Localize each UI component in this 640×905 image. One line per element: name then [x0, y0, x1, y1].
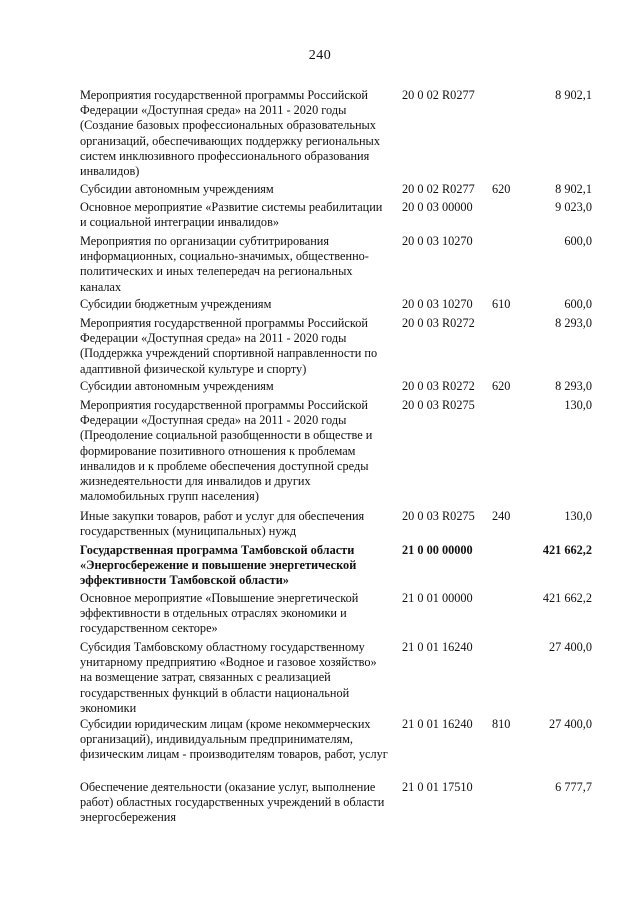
row-code: 20 0 02 R0277 — [402, 88, 475, 102]
row-amount: 9 023,0 — [555, 200, 592, 214]
row-description: Субсидии автономным учреждениям — [80, 182, 274, 196]
row-amount: 600,0 — [564, 234, 592, 248]
row-description: Мероприятия государственной программы Российской Федерации «Доступная среда» на 2011 - 2020 годы (Создание базовых профессиональных образовательных организаций, обеспечивающих поддержку региональных систем инклюзивного профессионального образования инвалидов) — [80, 88, 380, 179]
row-expense-type: 620 — [492, 379, 511, 393]
row-code: 20 0 03 R0272 — [402, 379, 475, 393]
row-description: Иные закупки товаров, работ и услуг для обеспечения государственных (муниципальных) нужд — [80, 509, 365, 539]
row-amount: 421 662,2 — [542, 591, 592, 605]
row-expense-type: 620 — [492, 182, 511, 196]
row-description: Мероприятия государственной программы Российской Федерации «Доступная среда» на 2011 - 2020 годы (Поддержка учреждений спортивной направленности по адаптивной физической культуре и спорту) — [80, 316, 378, 376]
row-description: Государственная программа Тамбовской области «Энергосбережение и повышение энергетической эффективности Тамбовской области» — [80, 543, 357, 588]
page-number: 240 — [308, 48, 332, 63]
row-description: Обеспечение деятельности (оказание услуг, выполнение работ) областных государственных учреждений в области энергосбережения — [80, 780, 385, 825]
row-code: 20 0 03 R0275 — [402, 509, 475, 523]
row-amount: 8 902,1 — [555, 182, 592, 196]
row-amount: 421 662,2 — [542, 543, 592, 557]
row-description: Основное мероприятие «Повышение энергетической эффективности в отдельных отраслях экономики и государственном секторе» — [80, 591, 359, 636]
row-amount: 8 293,0 — [555, 316, 592, 330]
row-code: 20 0 03 10270 — [402, 297, 473, 311]
row-code: 20 0 03 00000 — [402, 200, 473, 214]
row-description: Основное мероприятие «Развитие системы реабилитации и социальной интеграции инвалидов» — [80, 200, 383, 230]
row-expense-type: 810 — [492, 717, 511, 731]
row-code: 21 0 00 00000 — [402, 543, 473, 557]
row-code: 21 0 01 16240 — [402, 717, 473, 731]
row-description: Субсидия Тамбовскому областному государственному унитарному предприятию «Водное и газовое хозяйство» на возмещение затрат, связанных с реализацией государственных функций в области национальной экономики — [80, 640, 377, 715]
row-expense-type: 240 — [492, 509, 511, 523]
row-amount: 27 400,0 — [548, 717, 592, 731]
row-code: 21 0 01 16240 — [402, 640, 473, 654]
row-code: 20 0 03 R0275 — [402, 398, 475, 412]
row-code: 20 0 02 R0277 — [402, 182, 475, 196]
row-amount: 8 902,1 — [555, 88, 592, 102]
row-description: Мероприятия по организации субтитрирования информационных, социально-значимых, общественно-политических и иных телепередач на региональных каналах — [80, 234, 369, 294]
row-amount: 130,0 — [564, 509, 592, 523]
row-description: Субсидии юридическим лицам (кроме некоммерческих организаций), индивидуальным предпринимателям, физическим лицам - производителям товаров, работ, услуг — [80, 717, 388, 762]
row-amount: 6 777,7 — [555, 780, 592, 794]
row-code: 21 0 01 17510 — [402, 780, 473, 794]
row-code: 20 0 03 R0272 — [402, 316, 475, 330]
row-amount: 27 400,0 — [548, 640, 592, 654]
row-expense-type: 610 — [492, 297, 511, 311]
row-amount: 8 293,0 — [555, 379, 592, 393]
row-code: 20 0 03 10270 — [402, 234, 473, 248]
row-description: Субсидии автономным учреждениям — [80, 379, 274, 393]
row-description: Мероприятия государственной программы Российской Федерации «Доступная среда» на 2011 - 2020 годы (Преодоление социальной разобщенности в обществе и формирование позитивного отношения к проблемам инвалидов и к проблеме обеспечения доступной среды жизнедеятельности для инвалидов и других маломобильных групп населения) — [80, 398, 373, 504]
row-amount: 600,0 — [564, 297, 592, 311]
row-amount: 130,0 — [564, 398, 592, 412]
row-description: Субсидии бюджетным учреждениям — [80, 297, 272, 311]
row-code: 21 0 01 00000 — [402, 591, 473, 605]
